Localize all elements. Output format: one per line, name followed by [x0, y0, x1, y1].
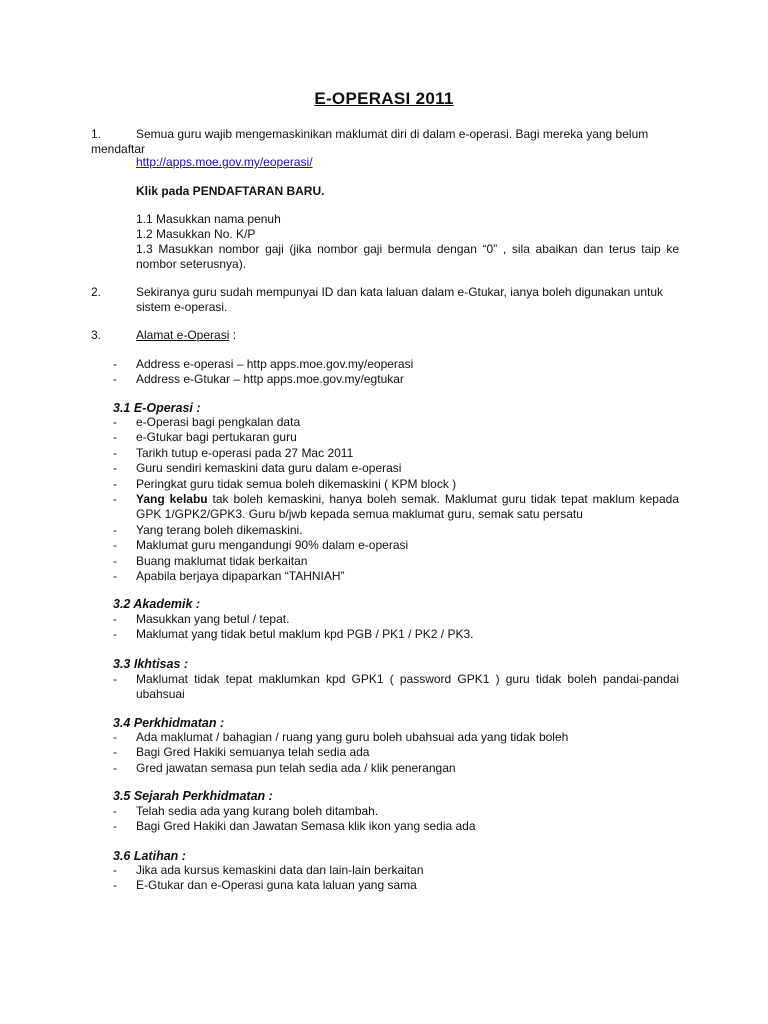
list-item: - Buang maklumat tidak berkaitan — [113, 553, 308, 568]
item-1-text-line1: Semua guru wajib mengemaskinikan maklumat diri di dalam e-operasi. Bagi mereka yang belum — [136, 127, 649, 141]
step-1-2: 1.2 Masukkan No. K/P — [136, 227, 256, 241]
list-item: - Maklumat tidak tepat maklumkan kpd GPK1 ( password GPK1 ) guru tidak boleh pandai-pandai ubahsuai — [113, 672, 679, 702]
item-3-suffix: : — [229, 328, 237, 342]
item-2-text: Sekiranya guru sudah mempunyai ID dan kata laluan dalam e-Gtukar, ianya boleh digunakan untuk sistem e-operasi. — [136, 285, 663, 314]
section-3-1-heading: 3.1 E-Operasi : — [113, 401, 201, 415]
section-3-3-list — [113, 672, 679, 703]
item-3-label: Alamat e-Operasi — [136, 328, 230, 342]
section-3-4-heading: 3.4 Perkhidmatan : — [113, 716, 225, 730]
list-item: - Yang kelabu tak boleh kemaskini, hanya boleh semak. Maklumat guru tidak tepat maklum kepada GPK 1/GPK2/GPK3. Guru b/jwb kepada semua maklumat guru, semak satu persatu — [113, 492, 679, 522]
section-3-4-list — [113, 730, 679, 776]
document-title: E-OPERASI 2011 — [314, 89, 454, 108]
eoperasi-link[interactable]: http://apps.moe.gov.my/eoperasi/ — [136, 155, 313, 169]
list-item: - Masukkan yang betul / tepat. — [113, 612, 290, 626]
list-item: - Peringkat guru tidak semua boleh dikemaskini ( KPM block ) — [113, 476, 457, 491]
section-3-6-heading: 3.6 Latihan : — [113, 849, 186, 863]
section-3-6-list — [113, 863, 679, 894]
item-3-heading — [136, 328, 236, 343]
step-1-3: 1.3 Masukkan nombor gaji (jika nombor gaji bermula dengan “0” , sila abaikan dan terus taip ke nombor seterusnya). — [136, 242, 679, 271]
section-3-2-list — [113, 612, 679, 643]
section-3-2-heading: 3.2 Akademik : — [113, 597, 201, 611]
section-3-1-list — [113, 415, 679, 584]
list-item: - Yang terang boleh dikemaskini. — [113, 522, 303, 537]
list-item: - Guru sendiri kemaskini data guru dalam e-operasi — [113, 461, 402, 476]
list-item: - Maklumat guru mengandungi 90% dalam e-operasi — [113, 538, 409, 553]
list-item: - Tarikh tutup e-operasi pada 27 Mac 2011 — [113, 445, 354, 460]
list-item: - Apabila berjaya dipaparkan “TAHNIAH” — [113, 569, 345, 584]
list-item: - e-Gtukar bagi pertukaran guru — [113, 430, 297, 445]
list-item: - Bagi Gred Hakiki dan Jawatan Semasa klik ikon yang sedia ada — [113, 819, 476, 834]
list-item: - Address e-operasi – http apps.moe.gov.my/eoperasi — [113, 357, 414, 371]
list-item: - Telah sedia ada yang kurang boleh ditambah. — [113, 804, 379, 818]
instruction-text: Klik pada PENDAFTARAN BARU. — [136, 184, 325, 198]
list-item: - Bagi Gred Hakiki semuanya telah sedia ada — [113, 745, 370, 760]
step-1-1: 1.1 Masukkan nama penuh — [136, 212, 281, 226]
section-3-3-heading: 3.3 Ikhtisas : — [113, 657, 189, 671]
item-3-number: 3. — [91, 328, 102, 342]
list-item: - Gred jawatan semasa pun telah sedia ada / klik penerangan — [113, 760, 456, 775]
list-item: - Ada maklumat / bahagian / ruang yang guru boleh ubahsuai ada yang tidak boleh — [113, 730, 569, 744]
list-item: - E-Gtukar dan e-Operasi guna kata laluan yang sama — [113, 878, 417, 893]
list-item: - Address e-Gtukar – http apps.moe.gov.my/egtukar — [113, 372, 404, 387]
list-item: - Maklumat yang tidak betul maklum kpd PGB / PK1 / PK2 / PK3. — [113, 627, 474, 642]
item-2-number: 2. — [91, 285, 102, 299]
item-1-text-line2: mendaftar — [91, 142, 146, 156]
address-list — [113, 357, 679, 388]
list-item: - Jika ada kursus kemaskini data dan lain-lain berkaitan — [113, 863, 424, 877]
section-3-5-heading: 3.5 Sejarah Perkhidmatan : — [113, 789, 273, 803]
list-item: - e-Operasi bagi pengkalan data — [113, 415, 301, 429]
item-1-number: 1. — [91, 127, 102, 141]
section-3-5-list — [113, 804, 679, 835]
